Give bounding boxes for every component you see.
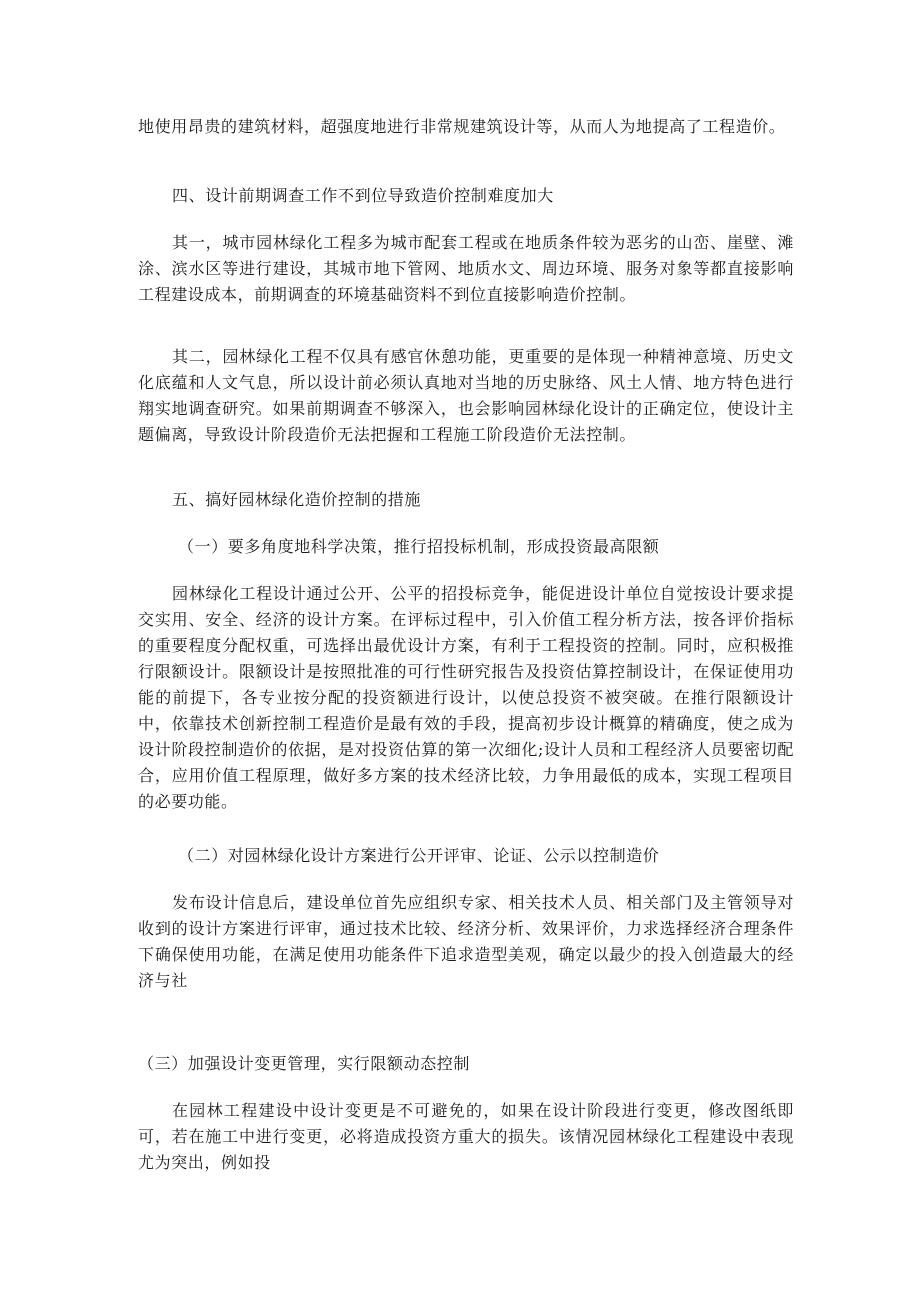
paragraph-second-point: 其二，园林绿化工程不仅具有感官休憩功能，更重要的是体现一种精神意境、历史文化底蕴和人文气息，所以设计前必须认真地对当地的历史脉络、风土人情、地方特色进行翔实地调查研究。如果前期调查不够深入，也会影响园林绿化设计的正确定位，使设计主题偏离，导致设计阶段造价无法把握和工程施工阶段造价无法控制。 bbox=[138, 347, 794, 444]
section-heading-4: 四、设计前期调查工作不到位导致造价控制难度加大 bbox=[172, 186, 554, 205]
subsection-heading-1: （一）要多角度地科学决策，推行招投标机制，形成投资最高限额 bbox=[178, 537, 660, 556]
paragraph-bidding: 园林绿化工程设计通过公开、公平的招投标竞争，能促进设计单位自觉按设计要求提交实用、安全、经济的设计方案。在评标过程中，引入价值工程分析方法，按各评价指标的重要程度分配权重，可选择出最优设计方案，有利于工程投资的控制。同时，应积极推行限额设计。限额设计是按照批准的可行性研究报告及投资估算控制设计，在保证使用功能的前提下，各专业按分配的投资额进行设计，以使总投资不被突破。在推行限额设计中，依靠技术创新控制工程造价是最有效的手段，提高初步设计概算的精确度，使之成为设计阶段控制造价的依据，是对投资估算的第一次细化;设计人员和工程经济人员要密切配合，应用价值工程原理，做好多方案的技术经济比较，力争用最低的成本，实现工程项目的必要功能。 bbox=[138, 584, 794, 811]
paragraph-design-change: 在园林工程建设中设计变更是不可避免的，如果在设计阶段进行变更，修改图纸即可，若在施工中进行变更，必将造成投资方重大的损失。该情况园林绿化工程建设中表现尤为突出，例如投 bbox=[138, 1101, 794, 1172]
subsection-heading-3: （三）加强设计变更管理，实行限额动态控制 bbox=[138, 1054, 471, 1073]
paragraph-review: 发布设计信息后，建设单位首先应组织专家、相关技术人员、相关部门及主管领导对收到的设计方案进行评审，通过技术比较、经济分析、效果评价，力求选择经济合理条件下确保使用功能，在满足使用功能条件下追求造型美观，确定以最少的投入创造最大的经济与社 bbox=[138, 893, 794, 990]
paragraph-continuation: 地使用昂贵的建筑材料，超强度地进行非常规建筑设计等，从而人为地提高了工程造价。 bbox=[138, 117, 786, 136]
subsection-heading-2: （二）对园林绿化设计方案进行公开评审、论证、公示以控制造价 bbox=[178, 846, 660, 865]
section-heading-5: 五、搞好园林绿化造价控制的措施 bbox=[172, 490, 422, 509]
paragraph-first-point: 其一，城市园林绿化工程多为城市配套工程或在地质条件较为恶劣的山峦、崖壁、滩涂、滨水区等进行建设，其城市地下管网、地质水文、周边环境、服务对象等都直接影响工程建设成本，前期调查的环境基础资料不到位直接影响造价控制。 bbox=[138, 233, 794, 304]
